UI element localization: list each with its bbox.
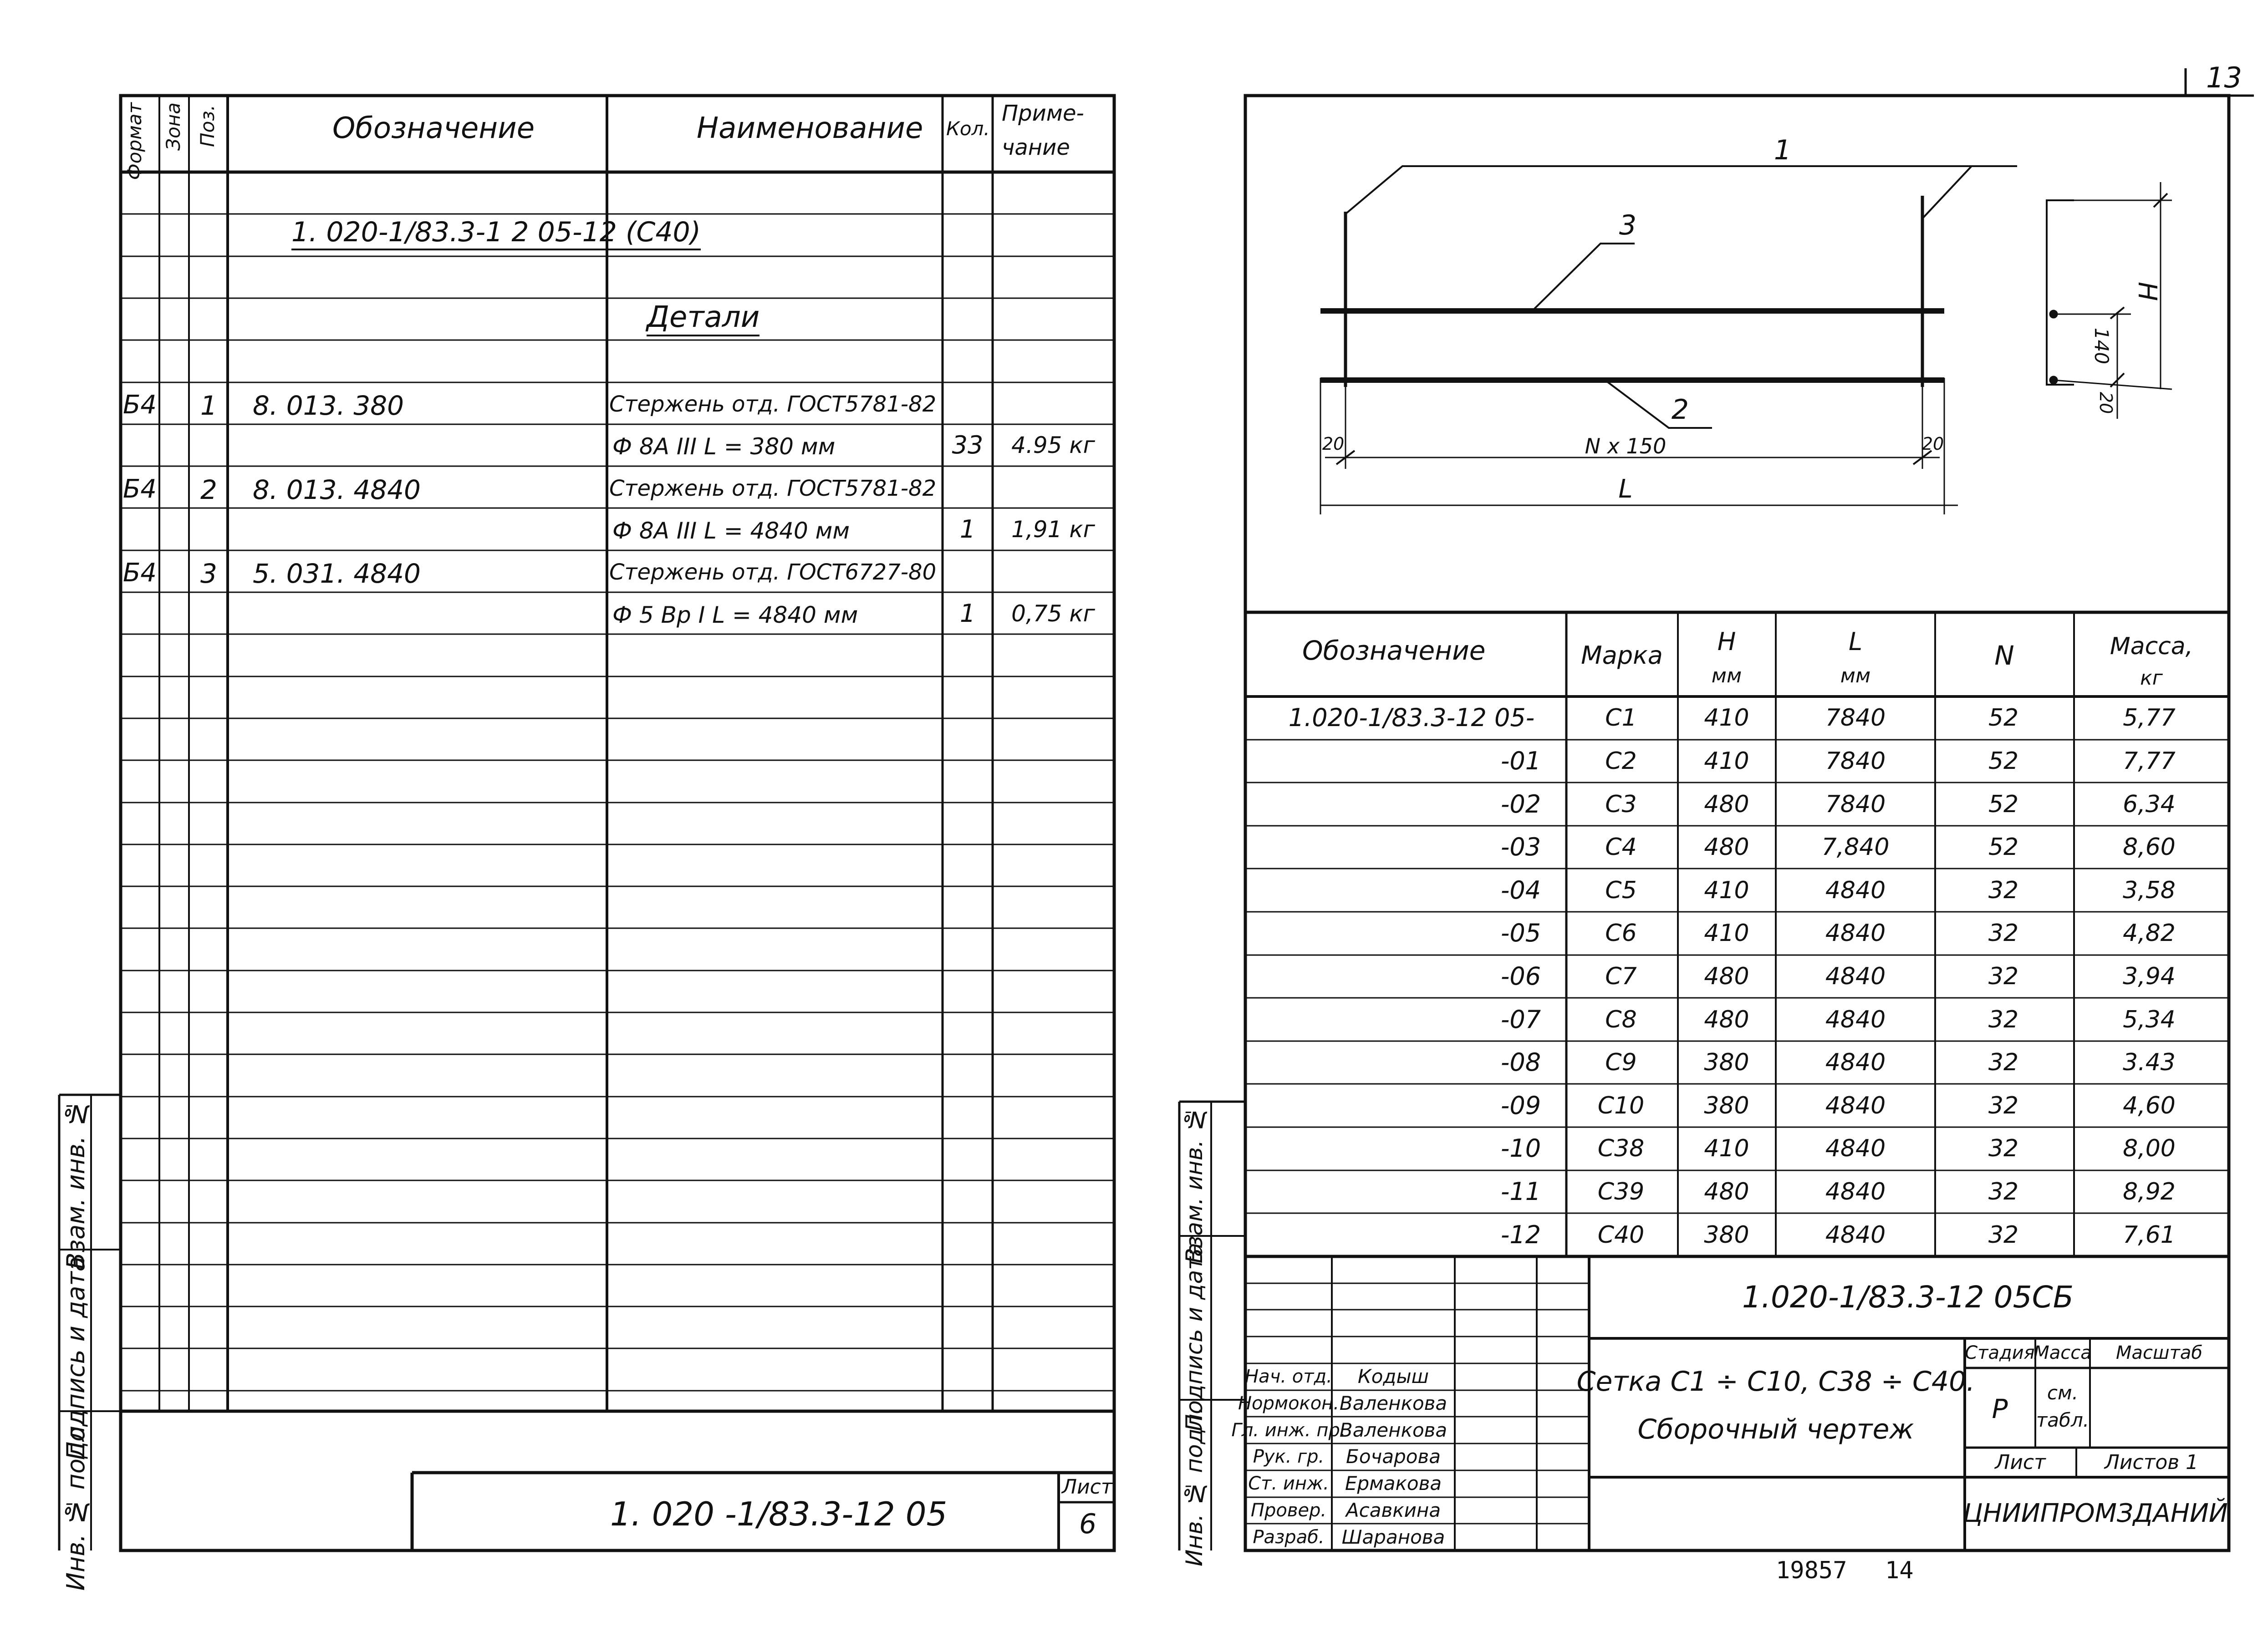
dim-20: 20	[2096, 391, 2116, 414]
row-designation: -01	[1500, 747, 1541, 775]
header-note-1: Приме-	[1002, 101, 1084, 126]
row-l: 4840	[1825, 963, 1886, 990]
spec-position: 2	[200, 474, 217, 505]
row-n: 32	[1988, 1221, 2019, 1249]
row-mass: 6,34	[2123, 791, 2176, 818]
header-note-2: чание	[1002, 135, 1070, 160]
dim-h: H	[2132, 281, 2162, 301]
row-h: 410	[1704, 747, 1749, 775]
tb-scale-label: Масштаб	[2115, 1342, 2203, 1363]
row-n: 32	[1988, 963, 2019, 990]
row-mass: 5,77	[2123, 704, 2176, 732]
row-mark: С1	[1605, 704, 1637, 732]
row-mass: 7,77	[2123, 747, 2176, 775]
row-l: 4840	[1825, 1178, 1886, 1205]
row-mass: 8,60	[2123, 834, 2176, 861]
spec-quantity: 1	[959, 599, 976, 628]
row-designation: -12	[1500, 1220, 1541, 1249]
row-mark: С2	[1605, 747, 1637, 775]
tb-stage-label: Стадия	[1965, 1342, 2035, 1363]
th-mark: Марка	[1581, 641, 1663, 670]
row-designation: -10	[1500, 1134, 1541, 1163]
header-name: Наименование	[697, 112, 923, 145]
tb-title-1: Сетка С1 ÷ С10, С38 ÷ С40.	[1576, 1366, 1975, 1398]
row-n: 52	[1988, 704, 2019, 732]
dim-end-left: 20	[1322, 434, 1345, 454]
spec-quantity: 1	[959, 515, 976, 544]
tb-person-role: Нач. отд.	[1245, 1366, 1332, 1387]
left-side-label-sign: Подпись и дата	[61, 1256, 90, 1460]
row-l: 4840	[1825, 1135, 1886, 1162]
callout-1: 1	[1774, 134, 1792, 166]
th-l-unit: мм	[1840, 664, 1871, 687]
row-h: 410	[1704, 704, 1749, 732]
row-h: 480	[1704, 1006, 1749, 1033]
th-mass-unit: кг	[2140, 666, 2163, 690]
spec-quantity: 33	[952, 431, 984, 459]
header-pos: Поз.	[196, 105, 219, 147]
row-l: 7840	[1825, 791, 1886, 818]
page-number: 13	[2206, 61, 2242, 94]
tb-person-role: Рук. гр.	[1253, 1446, 1325, 1467]
dim-140: 140	[2090, 327, 2113, 365]
spec-name-line-2: Ф 8А III L = 380 мм	[612, 433, 836, 460]
tb-person-name: Валенкова	[1339, 1419, 1447, 1441]
left-sheet-label: Лист	[1062, 1475, 1113, 1499]
tb-person-name: Шаранова	[1341, 1526, 1445, 1548]
tb-mass-value-2: табл.	[2036, 1409, 2090, 1431]
row-mass: 3,94	[2123, 963, 2176, 990]
row-designation: -05	[1500, 919, 1541, 947]
row-n: 52	[1988, 747, 2019, 775]
spec-note: 4.95 кг	[1011, 432, 1095, 458]
row-n: 32	[1988, 1049, 2019, 1076]
footer-number-2: 14	[1885, 1557, 1914, 1584]
right-side-label-sign: Подпись и дата	[1181, 1243, 1208, 1432]
row-designation: -03	[1500, 833, 1541, 861]
row-l: 4840	[1825, 877, 1886, 904]
row-h: 410	[1704, 877, 1749, 904]
row-designation: -07	[1500, 1005, 1541, 1034]
spec-doc-title: 1. 020-1/83.3-1 2 05-12 (С40)	[291, 219, 701, 250]
row-mark: С3	[1605, 791, 1637, 818]
row-mark: С10	[1597, 1092, 1645, 1119]
row-n: 32	[1988, 1006, 2019, 1033]
row-mass: 3.43	[2123, 1049, 2176, 1076]
tb-person-name: Ермакова	[1345, 1472, 1442, 1494]
row-mass: 5,34	[2123, 1006, 2176, 1033]
row-l: 7840	[1825, 704, 1886, 732]
tb-person-role: Провер.	[1250, 1500, 1327, 1521]
tb-mass-value-1: см.	[2047, 1382, 2079, 1404]
spec-name-line-1: Стержень отд. ГОСТ6727-80	[609, 559, 937, 585]
tb-person-name: Кодыш	[1357, 1365, 1429, 1388]
row-designation: -04	[1500, 876, 1541, 905]
row-l: 4840	[1825, 1049, 1886, 1076]
dim-end-right: 20	[1921, 434, 1944, 454]
row-l: 7840	[1825, 747, 1886, 775]
tb-person-role: Нормокон.	[1238, 1393, 1340, 1414]
header-designation: Обозначение	[332, 112, 535, 145]
tb-sheet-label: Лист	[1995, 1451, 2046, 1474]
row-designation: 1.020-1/83.3-12 05-	[1288, 703, 1535, 732]
th-mass: Масса,	[2110, 633, 2193, 660]
row-mass: 8,92	[2123, 1178, 2176, 1205]
th-l: L	[1848, 627, 1863, 656]
left-stamp-code: 1. 020 -1/83.3-12 05	[610, 1495, 948, 1533]
row-h: 410	[1704, 920, 1749, 947]
row-l: 4840	[1825, 1221, 1886, 1249]
tb-person-name: Асавкина	[1346, 1499, 1441, 1521]
row-l: 4840	[1825, 1092, 1886, 1119]
spec-format: Б4	[123, 390, 157, 420]
mesh-drawing	[1320, 166, 2172, 514]
th-n: N	[1994, 640, 2014, 671]
row-n: 32	[1988, 1135, 2019, 1162]
row-h: 480	[1704, 1178, 1749, 1205]
header-qty: Кол.	[946, 117, 990, 140]
row-mark: С5	[1605, 877, 1637, 904]
spec-format: Б4	[123, 474, 157, 504]
tb-organization: ЦНИИПРОМЗДАНИЙ	[1963, 1499, 2228, 1528]
right-side-label-inv: Инв. № подл.	[1181, 1407, 1208, 1566]
spec-name-line-1: Стержень отд. ГОСТ5781-82	[609, 391, 937, 417]
row-mark: С38	[1597, 1135, 1645, 1162]
row-n: 32	[1988, 877, 2019, 904]
tb-title-2: Сборочный чертеж	[1637, 1413, 1914, 1445]
row-n: 52	[1988, 834, 2019, 861]
row-h: 380	[1704, 1092, 1749, 1119]
callout-3: 3	[1619, 209, 1637, 241]
th-designation: Обозначение	[1302, 635, 1486, 666]
row-h: 480	[1704, 834, 1749, 861]
spec-designation: 8. 013. 380	[253, 390, 404, 421]
spec-designation: 5. 031. 4840	[253, 558, 421, 589]
row-mass: 4,60	[2123, 1092, 2176, 1119]
th-h: H	[1717, 627, 1736, 656]
row-designation: -02	[1500, 790, 1541, 818]
row-mark: С9	[1605, 1049, 1637, 1076]
left-side-label-inv: Инв. № подл.	[61, 1418, 90, 1591]
footer-number-1: 19857	[1776, 1557, 1847, 1584]
row-mark: С4	[1605, 834, 1637, 861]
row-designation: -09	[1500, 1091, 1541, 1120]
spec-name-line-1: Стержень отд. ГОСТ5781-82	[609, 476, 937, 501]
tb-person-name: Валенкова	[1339, 1392, 1447, 1414]
row-mark: С39	[1597, 1178, 1645, 1205]
dim-length: L	[1618, 474, 1633, 504]
row-mass: 7,61	[2123, 1221, 2176, 1249]
tb-person-role: Ст. инж.	[1248, 1473, 1329, 1494]
row-h: 480	[1704, 791, 1749, 818]
row-h: 380	[1704, 1049, 1749, 1076]
row-designation: -06	[1500, 962, 1541, 991]
row-h: 410	[1704, 1135, 1749, 1162]
spec-designation: 8. 013. 4840	[253, 474, 421, 505]
row-mark: С7	[1605, 963, 1637, 990]
spec-format: Б4	[123, 558, 157, 588]
row-designation: -11	[1500, 1177, 1541, 1206]
row-h: 480	[1704, 963, 1749, 990]
header-zone: Зона	[162, 102, 184, 151]
row-mark: С8	[1605, 1006, 1637, 1033]
row-n: 32	[1988, 1092, 2019, 1119]
tb-mass-label: Масса	[2034, 1342, 2092, 1363]
tb-sheets-label: Листов 1	[2104, 1451, 2199, 1474]
tb-person-role: Гл. инж. пр.	[1231, 1420, 1346, 1441]
tb-code: 1.020-1/83.3-12 05СБ	[1742, 1280, 2074, 1315]
row-l: 7,840	[1821, 834, 1890, 861]
tb-person-role: Разраб.	[1253, 1527, 1325, 1548]
tb-person-name: Бочарова	[1346, 1445, 1441, 1468]
row-mark: С40	[1597, 1221, 1645, 1249]
header-format: Формат	[123, 102, 146, 180]
callout-2: 2	[1671, 394, 1689, 426]
row-h: 380	[1704, 1221, 1749, 1249]
th-h-unit: мм	[1711, 664, 1742, 687]
row-l: 4840	[1825, 1006, 1886, 1033]
row-mark: С6	[1605, 920, 1637, 947]
dim-pitch: N x 150	[1585, 434, 1667, 458]
left-side-label-replace: Взам. инв. №	[61, 1099, 90, 1270]
spec-name-line-2: Ф 5 Вр I L = 4840 мм	[612, 602, 858, 628]
row-mass: 4,82	[2123, 920, 2176, 947]
section-details: Детали	[647, 303, 759, 336]
row-mass: 3,58	[2123, 877, 2176, 904]
row-n: 32	[1988, 1178, 2019, 1205]
row-mass: 8,00	[2123, 1135, 2176, 1162]
row-n: 32	[1988, 920, 2019, 947]
row-l: 4840	[1825, 920, 1886, 947]
spec-note: 0,75 кг	[1011, 600, 1095, 627]
tb-stage: Р	[1992, 1393, 2008, 1424]
row-n: 52	[1988, 791, 2019, 818]
row-designation: -08	[1500, 1048, 1541, 1077]
left-sheet-number: 6	[1079, 1508, 1097, 1540]
spec-name-line-2: Ф 8А III L = 4840 мм	[612, 518, 850, 544]
spec-position: 3	[200, 558, 217, 589]
spec-note: 1,91 кг	[1011, 516, 1095, 543]
spec-position: 1	[200, 390, 217, 421]
right-side-label-replace: Взам. инв. №	[1181, 1106, 1208, 1264]
